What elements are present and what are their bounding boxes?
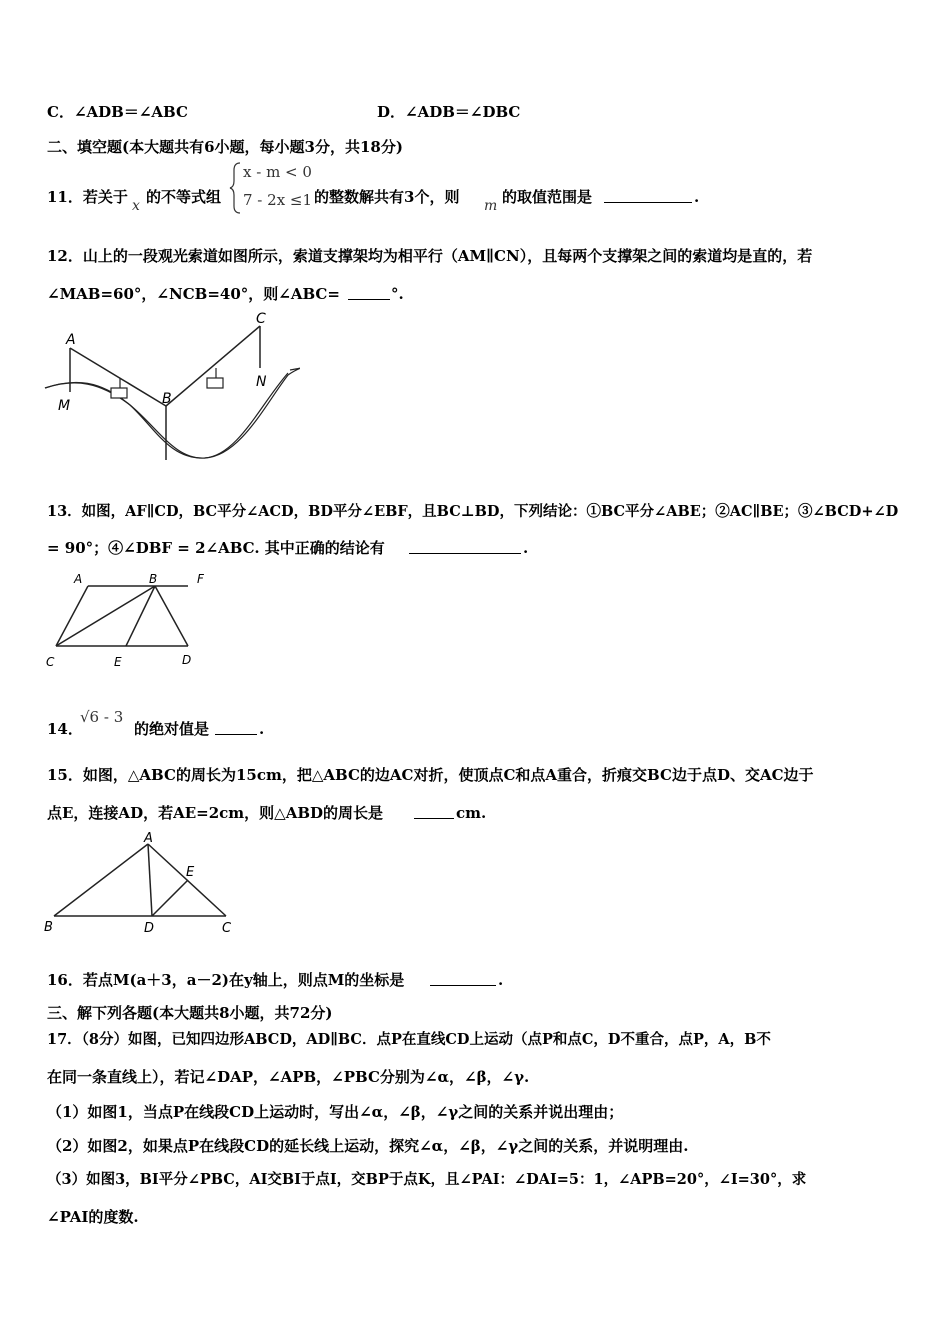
- answer-blank-14: [215, 720, 257, 735]
- label-a: A: [66, 332, 76, 348]
- label-e: E: [186, 865, 195, 880]
- q17-part2: （2）如图2，如果点P在线段CD的延长线上运动，探究∠α，∠β，∠γ之间的关系，并说明理由.: [47, 1137, 689, 1155]
- segment-ad: [148, 844, 152, 916]
- q14-end: .: [259, 720, 265, 738]
- q17-part3-line1: （3）如图3，BI平分∠PBC，AI交BI于点I，交BP于点K，且∠PAI：∠DAI=5：1，∠APB=20°，∠I=30°，求: [47, 1171, 807, 1188]
- label-a: A: [144, 831, 153, 846]
- line-bd: [155, 586, 188, 646]
- q11-tail: 的取值范围是: [502, 188, 593, 206]
- q17-part3-line2: ∠PAI的度数.: [47, 1208, 139, 1226]
- q14-post: 的绝对值是: [134, 720, 210, 738]
- label-b: B: [149, 572, 158, 586]
- segment-de: [152, 880, 188, 916]
- q17-part1: （1）如图1，当点P在线段CD上运动时，写出∠α，∠β，∠γ之间的关系并说出理由；: [47, 1103, 624, 1121]
- q13-line1: 13．如图，AF∥CD，BC平分∠ACD，BD平分∠EBF，且BC⊥BD，下列结论：①BC平分∠ABE；②AC∥BE；③∠BCD+∠D: [47, 503, 899, 520]
- label-m: M: [58, 398, 71, 414]
- label-d: D: [144, 921, 155, 936]
- q11-end: .: [694, 188, 700, 206]
- section-heading-solve: 三、解下列各题(本大题共8小题，共72分): [47, 1004, 333, 1022]
- label-c: C: [222, 921, 232, 936]
- label-a: A: [74, 572, 83, 586]
- label-b: B: [44, 920, 53, 935]
- figure-12-cable-diagram: [40, 310, 300, 470]
- q13-line2-post: .: [523, 539, 529, 557]
- q14-pre: 14．: [47, 720, 83, 738]
- side-ab: [54, 844, 148, 916]
- cable-bc: [166, 326, 260, 406]
- q17-line2: 在同一条直线上），若记∠DAP，∠APB，∠PBC分别为∠α，∠β，∠γ.: [47, 1068, 530, 1086]
- q11-mid: 的不等式组: [146, 188, 222, 206]
- q15-line2-pre: 点E，连接AD，若AE=2cm，则△ABD的周长是: [47, 804, 384, 822]
- cabin-right: [207, 378, 223, 388]
- figure-13-trapezoid: [40, 568, 220, 672]
- q11-inequality-1: x - m < 0: [243, 163, 312, 181]
- q17-line1: 17．（8分）如图，已知四边形ABCD，AD∥BC．点P在直线CD上运动（点P和点C，D不重合，点P，A，B不: [47, 1031, 771, 1048]
- section-heading-fill-blank: 二、填空题(本大题共有6小题，每小题3分，共18分): [47, 138, 403, 156]
- answer-blank-15: [414, 804, 454, 819]
- q15-line1: 15．如图，△ABC的周长为15cm，把△ABC的边AC对折，使顶点C和点A重合，折痕交BC边于点D、交AC边于: [47, 766, 814, 784]
- q15-line2-post: cm.: [456, 804, 487, 822]
- q11-post: 的整数解共有3个，则: [314, 188, 460, 206]
- q13-line2-pre: = 90°；④∠DBF = 2∠ABC. 其中正确的结论有: [47, 539, 385, 557]
- label-c: C: [256, 311, 266, 327]
- option-d: D．∠ADB＝∠DBC: [377, 103, 521, 121]
- label-n: N: [256, 374, 267, 390]
- q11-inequality-2: 7 - 2x ≤1: [243, 191, 313, 209]
- q12-line2-post: °.: [391, 285, 404, 303]
- cabin-left: [111, 388, 127, 398]
- q16-pre: 16．若点M(a＋3，a－2)在y轴上，则点M的坐标是: [47, 971, 405, 989]
- answer-blank-16: [430, 971, 496, 986]
- q11-pre: 11．若关于: [47, 188, 128, 206]
- figure-15-triangle: [40, 828, 250, 940]
- q14-expression: √6 - 3: [80, 708, 124, 726]
- label-d: D: [182, 653, 192, 667]
- label-b: B: [162, 391, 172, 407]
- label-e: E: [114, 655, 122, 669]
- brace-icon: [229, 161, 243, 215]
- q12-line2-pre: ∠MAB=60°，∠NCB=40°，则∠ABC=: [47, 285, 340, 303]
- answer-blank-13: [409, 539, 521, 554]
- answer-blank-11: [604, 188, 692, 203]
- q16-post: .: [498, 971, 504, 989]
- q11-var-x: x: [132, 198, 140, 214]
- q11-var-m: m: [484, 198, 498, 214]
- answer-blank-12: [348, 285, 390, 300]
- label-c: C: [46, 655, 55, 669]
- q12-line1: 12．山上的一段观光索道如图所示，索道支撑架均为相平行（AM∥CN），且每两个支撑架之间的索道均是直的，若: [47, 247, 813, 265]
- option-c: C．∠ADB＝∠ABC: [47, 103, 188, 121]
- label-f: F: [197, 572, 204, 586]
